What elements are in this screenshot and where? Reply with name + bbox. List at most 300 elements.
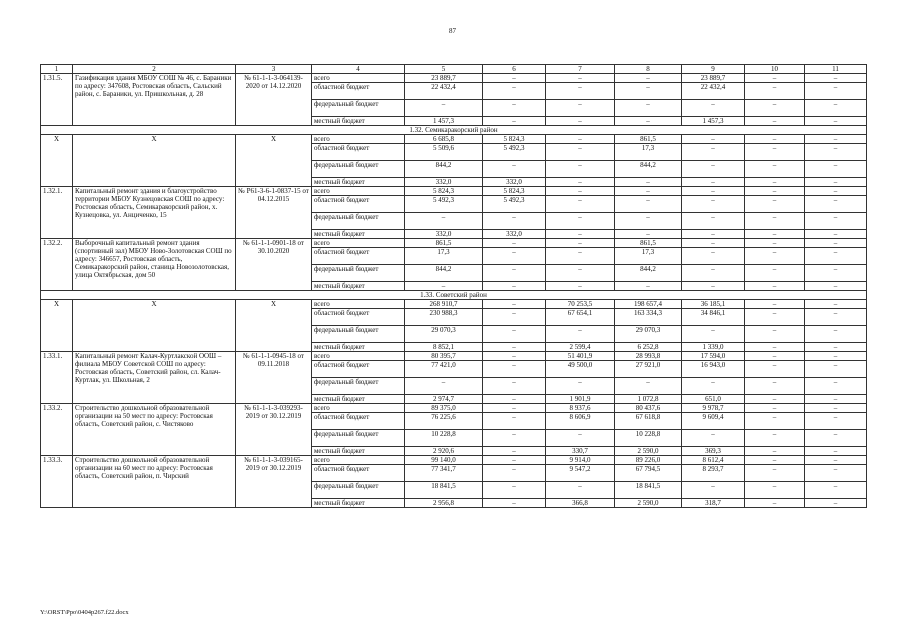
amount-cell: 6 685,8 [405,135,483,144]
funding-source-label: местный бюджет [312,343,405,352]
column-number-row [41,65,867,74]
amount-cell: – [682,239,745,248]
object-name: Х [73,135,236,187]
amount-cell: 70 253,5 [546,300,615,309]
amount-cell: – [615,196,682,213]
funding-source-label: федеральный бюджет [312,161,405,178]
table-row [41,404,867,413]
funding-source-label: местный бюджет [312,395,405,404]
amount-cell: 18 841,5 [405,482,483,499]
amount-cell: 2 590,0 [615,447,682,456]
amount-cell: – [805,213,867,230]
amount-cell: 28 993,8 [615,352,682,361]
amount-cell: – [483,248,546,265]
funding-table [40,64,867,508]
amount-cell: 2 974,7 [405,395,483,404]
amount-cell: – [682,378,745,395]
amount-cell: – [745,352,805,361]
amount-cell: – [745,326,805,343]
amount-cell: – [682,430,745,447]
amount-cell: – [615,378,682,395]
amount-cell: – [546,135,615,144]
amount-cell: – [615,83,682,100]
object-name: Выборочный капитальный ремонт здания (спортивный зал) МБОУ Ново-Золотовская СОШ по адресу: 346657, Ростовская область, Семикаракорский район, станица Новозолотовская, улица Октябрьская, дом 50 [73,239,236,291]
amount-cell: – [805,482,867,499]
amount-cell: – [483,482,546,499]
amount-cell: – [805,117,867,126]
amount-cell: – [682,144,745,161]
amount-cell: – [805,196,867,213]
amount-cell: – [483,326,546,343]
amount-cell: – [745,100,805,117]
amount-cell: 163 334,3 [615,309,682,326]
item-number: 1.32.2. [41,239,73,291]
expertise-document: № 61-1-1-3-039293-2019 от 30.12.2019 [236,404,312,456]
amount-cell: – [805,83,867,100]
object-name: Капитальный ремонт Калач-Куртлакской ООШ – филиала МБОУ Советской СОШ по адресу: Ростовская область, Советский район, сл. Калач-Куртлак, ул. Школьная, 2 [73,352,236,404]
amount-cell: – [745,248,805,265]
funding-source-label: федеральный бюджет [312,265,405,282]
amount-cell: 198 657,4 [615,300,682,309]
amount-cell: – [483,309,546,326]
table-row [41,239,867,248]
amount-cell: 27 921,0 [615,361,682,378]
amount-cell: 330,7 [546,447,615,456]
region-title: 1.32. Семикаракорский район [41,126,867,135]
amount-cell: – [483,499,546,508]
amount-cell: 5 492,3 [483,144,546,161]
amount-cell: 2 956,8 [405,499,483,508]
amount-cell: – [483,161,546,178]
item-number: 1.32.1. [41,187,73,239]
item-number: 1.33.2. [41,404,73,456]
expertise-document: № 61-1-1-0945-18 от 09.11.2018 [236,352,312,404]
amount-cell: – [546,178,615,187]
amount-cell: – [483,343,546,352]
amount-cell: – [682,326,745,343]
amount-cell: 844,2 [615,265,682,282]
amount-cell: 1 072,8 [615,395,682,404]
amount-cell: – [682,100,745,117]
amount-cell: – [615,74,682,83]
amount-cell: 67 618,8 [615,413,682,430]
amount-cell: 76 225,6 [405,413,483,430]
object-name: Газификация здания МБОУ СОШ № 46, с. Бараники по адресу: 347608, Ростовская область, Сальский район, с. Бараники, ул. Пришкольная, д. 28 [73,74,236,126]
amount-cell: – [682,135,745,144]
amount-cell: – [615,100,682,117]
amount-cell: – [615,178,682,187]
amount-cell: – [546,161,615,178]
table-row [41,300,867,309]
amount-cell: – [745,117,805,126]
amount-cell: – [546,282,615,291]
table-row [41,74,867,83]
amount-cell: – [805,300,867,309]
funding-source-label: местный бюджет [312,230,405,239]
amount-cell: 99 140,0 [405,456,483,465]
amount-cell: – [805,430,867,447]
amount-cell: – [546,196,615,213]
expertise-document: № 61-1-1-0901-18 от 30.10.2020 [236,239,312,291]
amount-cell: 23 889,7 [682,74,745,83]
amount-cell: – [745,456,805,465]
amount-cell: 332,0 [405,230,483,239]
amount-cell: – [615,230,682,239]
amount-cell: – [745,83,805,100]
amount-cell: – [805,144,867,161]
amount-cell: – [483,361,546,378]
funding-source-label: всего [312,352,405,361]
amount-cell: 1 457,3 [405,117,483,126]
amount-cell: 5 824,3 [483,135,546,144]
amount-cell: – [805,74,867,83]
amount-cell: – [745,178,805,187]
table-row [41,352,867,361]
column-number-cell: 2 [73,65,236,74]
amount-cell: 861,5 [615,135,682,144]
amount-cell: – [682,482,745,499]
region-section-row [41,126,867,135]
amount-cell: 29 070,3 [615,326,682,343]
region-title: 1.33. Советский район [41,291,867,300]
column-number-cell: 4 [312,65,405,74]
amount-cell: – [483,83,546,100]
amount-cell: – [745,161,805,178]
amount-cell: – [483,413,546,430]
amount-cell: – [745,300,805,309]
amount-cell: – [405,378,483,395]
column-number-cell: 9 [682,65,745,74]
amount-cell: 268 910,7 [405,300,483,309]
amount-cell: – [682,196,745,213]
funding-source-label: федеральный бюджет [312,482,405,499]
funding-source-label: местный бюджет [312,499,405,508]
amount-cell: 77 341,7 [405,465,483,482]
funding-source-label: всего [312,239,405,248]
amount-cell: – [745,265,805,282]
column-number-cell: 3 [236,65,312,74]
funding-source-label: всего [312,187,405,196]
amount-cell: 844,2 [405,265,483,282]
funding-source-label: областной бюджет [312,413,405,430]
amount-cell: – [805,187,867,196]
amount-cell: – [546,83,615,100]
expertise-document: № Р61-3-6-1-0837-15 от 04.12.2015 [236,187,312,239]
column-number-cell: 7 [546,65,615,74]
amount-cell: 8 937,6 [546,404,615,413]
amount-cell: – [745,74,805,83]
amount-cell: – [682,248,745,265]
amount-cell: 17 594,0 [682,352,745,361]
table-row [41,187,867,196]
amount-cell: 8 293,7 [682,465,745,482]
amount-cell: 16 943,0 [682,361,745,378]
amount-cell: 332,0 [405,178,483,187]
amount-cell: – [745,395,805,404]
amount-cell: – [682,187,745,196]
amount-cell: 34 846,1 [682,309,745,326]
amount-cell: 80 395,7 [405,352,483,361]
funding-source-label: областной бюджет [312,144,405,161]
amount-cell: – [745,144,805,161]
funding-source-label: федеральный бюджет [312,430,405,447]
amount-cell: – [805,352,867,361]
object-name: Строительство дошкольной образовательной организации на 50 мест по адресу: Ростовская область, Советский район, с. Чистяково [73,404,236,456]
amount-cell: – [745,499,805,508]
funding-source-label: местный бюджет [312,447,405,456]
amount-cell: – [805,230,867,239]
amount-cell: 67 654,1 [546,309,615,326]
amount-cell: 5 509,6 [405,144,483,161]
funding-source-label: всего [312,300,405,309]
object-name: Х [73,300,236,352]
amount-cell: – [805,465,867,482]
expertise-document: № 61-1-1-3-039165-2019 от 30.12.2019 [236,456,312,508]
amount-cell: – [682,265,745,282]
amount-cell: – [805,100,867,117]
amount-cell: 332,0 [483,178,546,187]
amount-cell: – [546,74,615,83]
amount-cell: – [805,309,867,326]
amount-cell: – [805,413,867,430]
amount-cell: – [546,144,615,161]
amount-cell: 17,3 [615,248,682,265]
amount-cell: 651,0 [682,395,745,404]
amount-cell: – [805,161,867,178]
amount-cell: 230 988,3 [405,309,483,326]
amount-cell: 80 437,6 [615,404,682,413]
expertise-document: Х [236,300,312,352]
table-row [41,135,867,144]
amount-cell: – [405,100,483,117]
item-number: Х [41,135,73,187]
amount-cell: – [745,430,805,447]
item-number: 1.31.5. [41,74,73,126]
funding-source-label: всего [312,135,405,144]
amount-cell: – [805,265,867,282]
amount-cell: 2 599,4 [546,343,615,352]
amount-cell: 366,8 [546,499,615,508]
amount-cell: – [483,456,546,465]
amount-cell: 9 978,7 [682,404,745,413]
funding-source-label: местный бюджет [312,117,405,126]
funding-source-label: местный бюджет [312,282,405,291]
amount-cell: 2 920,6 [405,447,483,456]
amount-cell: – [682,230,745,239]
amount-cell: – [546,326,615,343]
amount-cell: 9 609,4 [682,413,745,430]
amount-cell: – [483,282,546,291]
column-number-cell: 8 [615,65,682,74]
column-number-cell: 11 [805,65,867,74]
amount-cell: 5 824,3 [483,187,546,196]
amount-cell: – [805,282,867,291]
funding-source-label: областной бюджет [312,196,405,213]
amount-cell: – [546,117,615,126]
amount-cell: 77 421,0 [405,361,483,378]
amount-cell: – [483,404,546,413]
amount-cell: – [805,499,867,508]
amount-cell: 369,3 [682,447,745,456]
amount-cell: – [805,361,867,378]
amount-cell: 5 824,3 [405,187,483,196]
amount-cell: – [805,248,867,265]
amount-cell: – [483,447,546,456]
amount-cell: – [745,282,805,291]
amount-cell: – [805,178,867,187]
item-number: 1.33.3. [41,456,73,508]
amount-cell: 861,5 [615,239,682,248]
funding-source-label: областной бюджет [312,248,405,265]
funding-source-label: федеральный бюджет [312,213,405,230]
column-number-cell: 6 [483,65,546,74]
amount-cell: – [483,430,546,447]
funding-source-label: областной бюджет [312,361,405,378]
funding-source-label: областной бюджет [312,83,405,100]
amount-cell: 51 401,9 [546,352,615,361]
amount-cell: 9 547,2 [546,465,615,482]
region-section-row [41,291,867,300]
page-number: 87 [449,27,456,35]
amount-cell: 8 852,1 [405,343,483,352]
amount-cell: 10 228,8 [615,430,682,447]
column-number-cell: 1 [41,65,73,74]
amount-cell: – [615,282,682,291]
amount-cell: – [483,465,546,482]
amount-cell: 67 794,5 [615,465,682,482]
amount-cell: 5 492,3 [405,196,483,213]
amount-cell: – [483,265,546,282]
amount-cell: – [615,117,682,126]
amount-cell: – [682,282,745,291]
funding-source-label: федеральный бюджет [312,100,405,117]
funding-source-label: всего [312,74,405,83]
amount-cell: 861,5 [405,239,483,248]
amount-cell: – [745,378,805,395]
amount-cell: 49 500,0 [546,361,615,378]
amount-cell: – [682,178,745,187]
amount-cell: 1 339,0 [682,343,745,352]
expertise-document: № 61-1-1-3-064139-2020 от 14.12.2020 [236,74,312,126]
amount-cell: – [745,187,805,196]
amount-cell: 29 070,3 [405,326,483,343]
amount-cell: 23 889,7 [405,74,483,83]
amount-cell: – [546,265,615,282]
amount-cell: – [546,482,615,499]
amount-cell: – [805,135,867,144]
amount-cell: – [682,161,745,178]
amount-cell: 22 432,4 [682,83,745,100]
amount-cell: 10 228,8 [405,430,483,447]
amount-cell: – [745,361,805,378]
amount-cell: 17,3 [405,248,483,265]
amount-cell: – [483,100,546,117]
amount-cell: – [546,430,615,447]
amount-cell: – [745,135,805,144]
amount-cell: – [483,117,546,126]
amount-cell: – [546,239,615,248]
amount-cell: – [745,213,805,230]
amount-cell: – [546,230,615,239]
amount-cell: 1 901,9 [546,395,615,404]
column-number-cell: 5 [405,65,483,74]
amount-cell: 22 432,4 [405,83,483,100]
amount-cell: 6 252,8 [615,343,682,352]
funding-source-label: федеральный бюджет [312,378,405,395]
amount-cell: – [405,282,483,291]
amount-cell: – [483,300,546,309]
amount-cell: 318,7 [682,499,745,508]
amount-cell: – [745,482,805,499]
amount-cell: 89 375,0 [405,404,483,413]
funding-source-label: областной бюджет [312,465,405,482]
amount-cell: – [745,404,805,413]
object-name: Капитальный ремонт здания и благоустройство территории МБОУ Кузнецовская СОШ по адресу: Ростовская область, Семикаракорский район, х. Кузнецовка, ул. Анциченко, 15 [73,187,236,239]
amount-cell: – [805,326,867,343]
amount-cell: – [483,378,546,395]
amount-cell: – [805,404,867,413]
amount-cell: – [805,343,867,352]
object-name: Строительство дошкольной образовательной организации на 60 мест по адресу: Ростовская область, Советский район, п. Чирский [73,456,236,508]
amount-cell: 9 914,0 [546,456,615,465]
amount-cell: – [745,447,805,456]
amount-cell: – [805,456,867,465]
column-number-cell: 10 [745,65,805,74]
amount-cell: 2 590,0 [615,499,682,508]
amount-cell: – [615,187,682,196]
item-number: Х [41,300,73,352]
amount-cell: – [405,213,483,230]
amount-cell: – [745,309,805,326]
amount-cell: – [805,378,867,395]
amount-cell: – [682,213,745,230]
amount-cell: 8 606,9 [546,413,615,430]
amount-cell: – [805,239,867,248]
amount-cell: 8 612,4 [682,456,745,465]
amount-cell: 844,2 [405,161,483,178]
amount-cell: – [745,413,805,430]
amount-cell: – [483,352,546,361]
funding-source-label: федеральный бюджет [312,326,405,343]
amount-cell: 332,0 [483,230,546,239]
funding-source-label: областной бюджет [312,309,405,326]
amount-cell: – [546,100,615,117]
amount-cell: – [483,213,546,230]
amount-cell: – [546,213,615,230]
amount-cell: – [745,239,805,248]
funding-source-label: всего [312,404,405,413]
amount-cell: – [615,213,682,230]
amount-cell: – [483,395,546,404]
amount-cell: 1 457,3 [682,117,745,126]
amount-cell: 36 185,1 [682,300,745,309]
amount-cell: 17,3 [615,144,682,161]
amount-cell: – [546,187,615,196]
amount-cell: – [745,343,805,352]
amount-cell: – [805,395,867,404]
amount-cell: – [483,239,546,248]
amount-cell: 5 492,3 [483,196,546,213]
amount-cell: 18 841,5 [615,482,682,499]
item-number: 1.33.1. [41,352,73,404]
expertise-document: Х [236,135,312,187]
funding-source-label: всего [312,456,405,465]
amount-cell: – [546,378,615,395]
table-row [41,456,867,465]
amount-cell: – [546,248,615,265]
amount-cell: – [805,447,867,456]
amount-cell: – [745,196,805,213]
